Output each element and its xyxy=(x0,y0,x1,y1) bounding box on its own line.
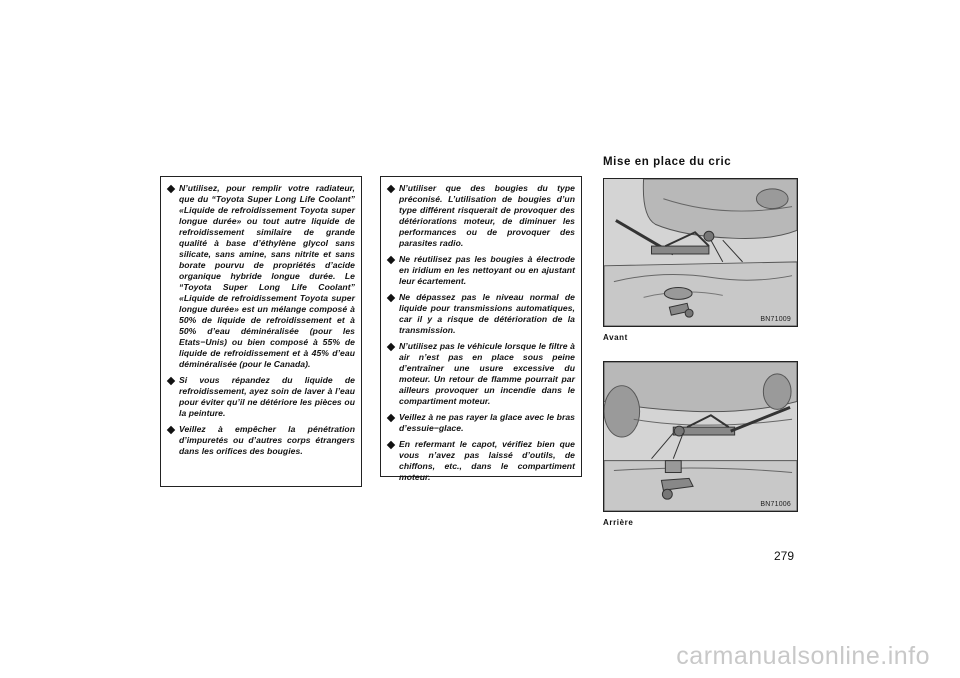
diamond-bullet-icon xyxy=(387,441,395,449)
diamond-bullet-icon xyxy=(387,414,395,422)
caution-text: Veillez à ne pas rayer la glace avec le bras d’essuie−glace. xyxy=(399,412,575,433)
figure-code: BN71009 xyxy=(760,316,791,323)
caution-text: Ne réutilisez pas les bougies à électrode en iridium en les nettoyant ou en ajustant leur écartement. xyxy=(399,254,575,286)
caution-item xyxy=(387,439,575,483)
caution-text: Veillez à empêcher la pénétration d’impuretés ou d’autres corps étrangers dans les orifices des bougies. xyxy=(179,424,355,456)
caution-text: N’utilisez pas le véhicule lorsque le filtre à air n’est pas en place sous peine d’entraîner une usure excessive du moteur. Un retour de flamme pourrait par ailleurs provoquer un incendie dans le compartiment moteur. xyxy=(399,341,575,406)
caution-text: Ne dépassez pas le niveau normal de liquide pour transmissions automatiques, car il y a risque de détérioration de la transmission. xyxy=(399,292,575,335)
caution-item xyxy=(387,254,575,287)
rear-caption: Arrière xyxy=(603,518,634,527)
caution-text: En refermant le capot, vérifiez bien que vous n’avez pas laissé d’outils, de chiffons, etc., dans le compartiment moteur. xyxy=(399,439,575,482)
jack-rear-illustration-icon xyxy=(604,362,797,511)
diamond-bullet-icon xyxy=(387,185,395,193)
diamond-bullet-icon xyxy=(167,377,175,385)
front-caption: Avant xyxy=(603,333,628,342)
caution-text: N’utilisez, pour remplir votre radiateur, que du “Toyota Super Long Life Coolant” «Liquide de refroidissement Toyota super longue durée» ou tout autre liquide de refroidissement similaire de grande qualité à base d’éthylène glycol sans silicate, sans amine, sans nitrite et sans borate pourvu de propriétés d’acide organique hybride longue durée. Le “Toyota Super Long Life Coolant” «Liquide de refroidissement Toyota super longue durée» est un mélange composé à 50% de liquide de refroidissement et à 50% d’eau déminéralisée (pour les Etats−Unis) ou bien composé à 55% de liquide de refroidissement et à 45% d’eau déminéralisée (pour le Canada). xyxy=(179,183,355,369)
page-number: 279 xyxy=(774,549,795,563)
front-jack-figure xyxy=(603,178,798,327)
caution-box-left xyxy=(160,176,362,487)
caution-list-middle xyxy=(387,183,575,483)
caution-item xyxy=(387,183,575,249)
caution-box-middle xyxy=(380,176,582,482)
section-title: Mise en place du cric xyxy=(603,156,732,168)
watermark: carmanualsonline.info xyxy=(676,642,930,670)
caution-list-left xyxy=(167,183,355,457)
caution-item xyxy=(167,424,355,457)
caution-text: N’utiliser que des bougies du type préconisé. L’utilisation de bougies d’un type différent risquerait de provoquer des détériorations moteur, de diminuer les performances ou de provoquer des parasites radio. xyxy=(399,183,575,248)
caution-item xyxy=(387,341,575,407)
diamond-bullet-icon xyxy=(387,343,395,351)
caution-item xyxy=(387,412,575,434)
diamond-bullet-icon xyxy=(167,185,175,193)
caution-item xyxy=(167,183,355,370)
rear-jack-figure xyxy=(603,361,798,512)
caution-text: Si vous répandez du liquide de refroidissement, ayez soin de laver à l’eau pour éviter qu’il ne détériore les pièces ou la peinture. xyxy=(179,375,355,418)
caution-item xyxy=(167,375,355,419)
diamond-bullet-icon xyxy=(387,256,395,264)
diamond-bullet-icon xyxy=(167,426,175,434)
figure-code: BN71006 xyxy=(760,501,791,508)
caution-item xyxy=(387,292,575,336)
diamond-bullet-icon xyxy=(387,294,395,302)
jack-front-illustration-icon xyxy=(604,179,797,326)
